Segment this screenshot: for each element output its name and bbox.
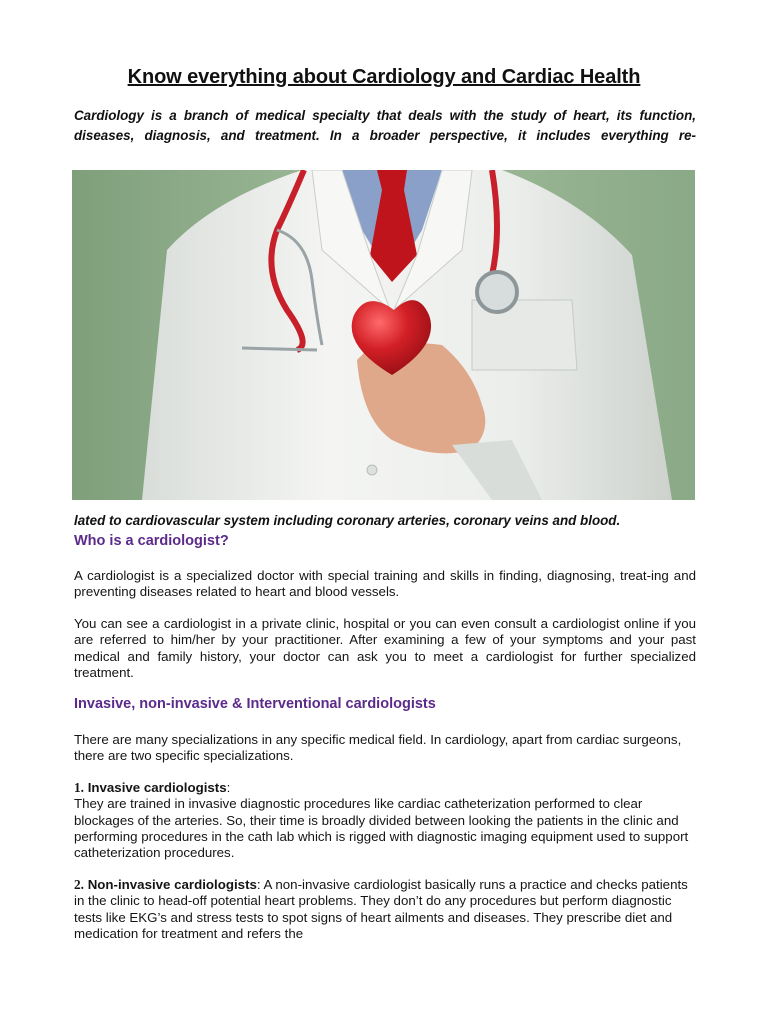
page-title: Know everything about Cardiology and Cardiac Health bbox=[127, 66, 641, 88]
paragraph-where-to-see: You can see a cardiologist in a private clinic, hospital or you can even consult a cardiologist online if you are referred to him/her by your practitioner. After examining a few of your symptoms and your past medical and family history, your doctor can ask you to meet a cardiologist for further specialized treatment. bbox=[74, 616, 696, 680]
list-item-text: They are trained in invasive diagnostic procedures like cardiac catheterization performed to clear blockages of the arteries. So, their time is broadly divided between looking the patients in the clinic and performing procedures in the cath lab which is rigged with diagnostic imaging equipment used to support catheterization procedures. bbox=[74, 796, 689, 861]
paragraph-cardiologist-definition: A cardiologist is a specialized doctor with special training and skills in finding, diagnosing, treat-ing and preventing diseases related to heart and blood vessels. bbox=[74, 568, 696, 600]
section-heading-types: Invasive, non-invasive & Interventional cardiologists bbox=[74, 696, 436, 712]
list-item-non-invasive bbox=[74, 877, 696, 942]
list-item-colon: : bbox=[226, 780, 231, 795]
list-item-text: : A non-invasive cardiologist basically runs a practice and checks patients in the clinic to head-off potential heart problems. They don’t do any procedures but perform diagnostic tests like EKG’s and stress tests to spot signs of heart ailments and diseases. They prescribe diet and medication for treatment and refers the bbox=[74, 877, 688, 941]
doctor-heart-image bbox=[72, 170, 695, 500]
doctor-illustration bbox=[72, 170, 695, 500]
intro-line-1: Cardiology is a branch of medical specialty that deals with the study of heart, its function, bbox=[74, 108, 696, 123]
list-item-title: Invasive cardiologists bbox=[87, 780, 227, 795]
section-heading-who: Who is a cardiologist? bbox=[74, 533, 229, 549]
intro-line-2: diseases, diagnosis, and treatment. In a broader perspective, it includes everything re- bbox=[74, 128, 696, 143]
intro-line-3: lated to cardiovascular system including coronary arteries, coronary veins and blood. bbox=[74, 513, 621, 528]
stethoscope-chestpiece bbox=[477, 272, 517, 312]
stethoscope-earpiece bbox=[242, 348, 317, 350]
paragraph-specializations: There are many specializations in any specific medical field. In cardiology, apart from cardiac surgeons, there are two specific specializations. bbox=[74, 732, 682, 764]
list-number: 1. bbox=[74, 780, 84, 795]
list-number: 2. bbox=[74, 877, 84, 892]
list-item-invasive bbox=[74, 780, 696, 861]
coat-button bbox=[367, 465, 377, 475]
list-item-title: Non-invasive cardiologists bbox=[87, 877, 257, 892]
